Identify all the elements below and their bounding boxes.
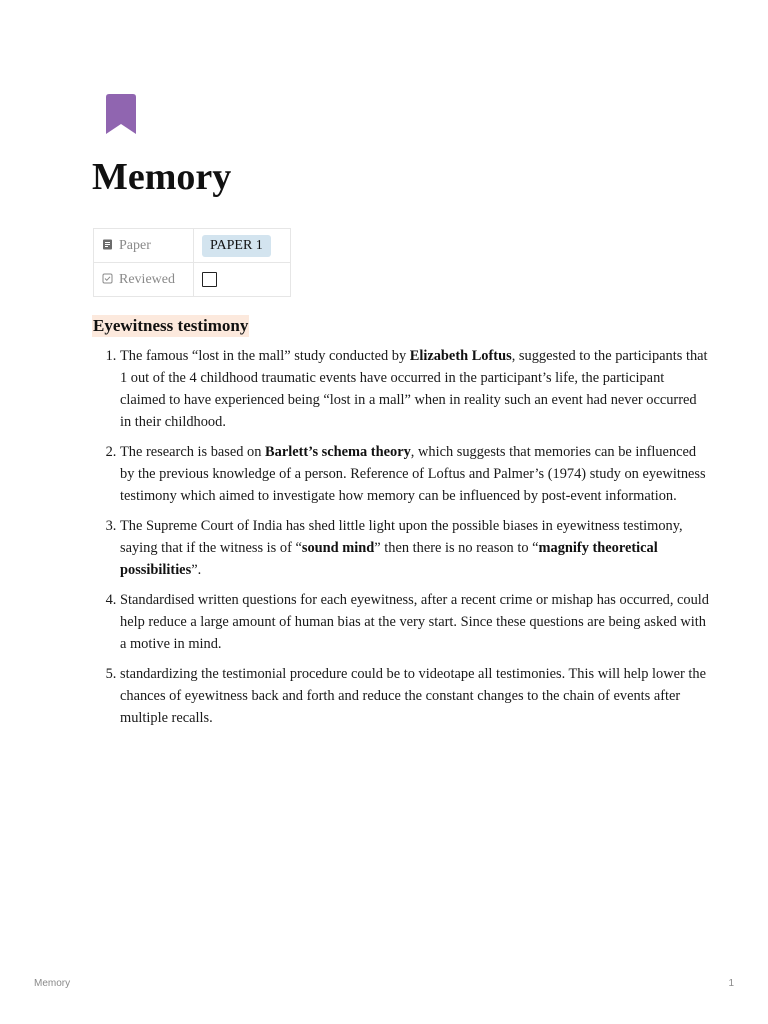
footer-title: Memory [34, 978, 71, 989]
properties-table [93, 228, 291, 297]
property-value-reviewed[interactable] [194, 263, 291, 297]
property-value-paper[interactable] [194, 229, 291, 263]
bookmark-icon [106, 94, 136, 134]
page-number: 1 [728, 978, 734, 989]
paper-tag[interactable]: PAPER 1 [202, 235, 271, 257]
section-heading: Eyewitness testimony [93, 316, 249, 335]
property-key-reviewed [94, 263, 194, 297]
testimony-list [92, 345, 710, 737]
property-row-reviewed [94, 263, 291, 297]
bold-text: sound mind [301, 540, 375, 556]
list-item: 4. Standardised written questions for each eyewitness, after a recent crime or mishap has occurred, could help reduce a large amount of human bias at the very start. Since these questions are being asked with a motive in mind. [120, 589, 710, 655]
property-key-paper [94, 229, 194, 263]
reviewed-checkbox[interactable] [202, 272, 217, 287]
checkbox-icon [102, 273, 113, 284]
list-item: 3. The Supreme Court of India has shed little light upon the possible biases in eyewitness testimony, saying that if the witness is of “sound mind” then there is no reason to “magnify theoretical possibilities”. [120, 515, 710, 581]
bold-text: Barlett’s schema theory [265, 444, 411, 460]
property-label: Reviewed [119, 271, 175, 287]
list-item: 2. The research is based on Barlett’s schema theory, which suggests that memories can be influenced by the previous knowledge of a person. Reference of Loftus and Palmer’s (1974) study on eyewitness testimony which aimed to investigate how memory can be influenced by post-event information. [120, 441, 710, 507]
property-label: Paper [119, 237, 151, 253]
list-item: 1. The famous “lost in the mall” study conducted by Elizabeth Loftus, suggested to the participants that 1 out of the 4 childhood traumatic events have occurred in the participant’s life, the participant claimed to have experienced being “lost in a mall” when in reality such an event had never occurred in their childhood. [120, 345, 710, 433]
page-title: Memory [92, 156, 232, 198]
property-row-paper [94, 229, 291, 263]
bold-text: Elizabeth Loftus [409, 348, 512, 364]
bold-text: magnify theoretical possibilities [120, 540, 658, 578]
document-icon [102, 239, 113, 250]
list-item: 5. standardizing the testimonial procedure could be to videotape all testimonies. This will help lower the chances of eyewitness back and forth and reduce the constant changes to the chain of events after multiple recalls. [120, 663, 710, 729]
